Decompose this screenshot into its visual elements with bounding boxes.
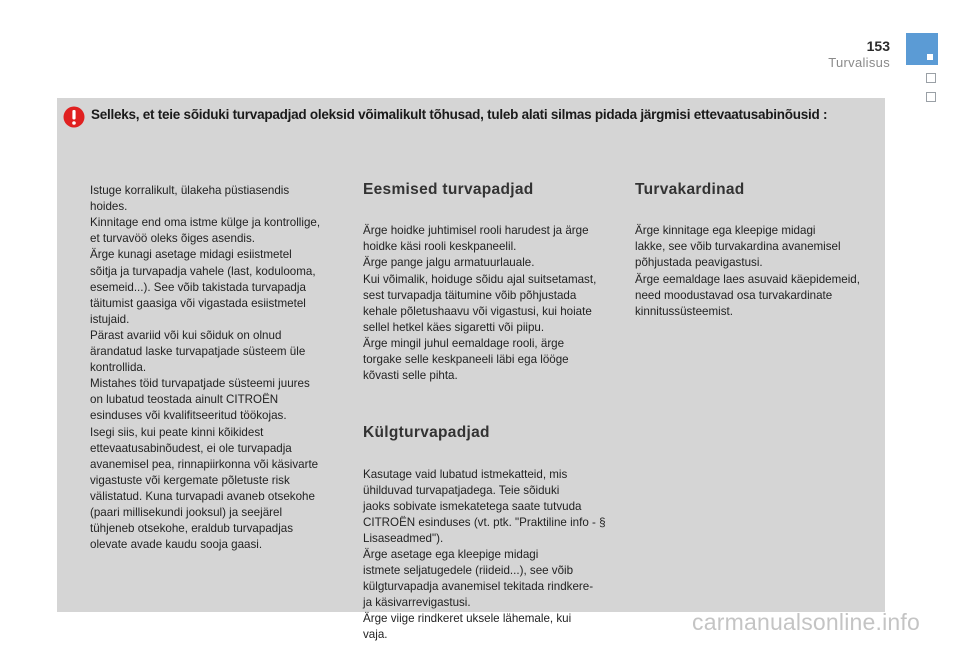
column-front-airbags [363,166,615,660]
warning-text: Selleks, et teie sõiduki turvapadjad oleksid võimalikult tõhusad, tuleb alati silmas pidada järgmisi ettevaatusabinõusid : [91,107,828,122]
heading-curtain-airbags: Turvakardinad [635,181,745,199]
watermark: carmanualsonline.info [692,609,920,635]
chapter-tab-active[interactable] [906,33,938,65]
tab-square-icon [927,54,933,60]
chapter-tab[interactable] [926,92,936,102]
column-general [90,167,342,569]
heading-side-airbags: Külgturvapadjad [363,424,490,442]
warning-row [57,98,885,134]
section-title: Turvalisus [828,55,890,70]
front-airbags-paragraph: Ärge hoidke juhtimisel rooli harudest ja ärge hoidke käsi rooli keskpaneelil. Ärge pange jalgu armatuurlauale. Kui võimalik, hoiduge sõidu ajal suitsetamast, sest turvapadja täitumine võib põhjustada kehale põletushaavu või vigastusi, kui hoiate sellel hetkel käes sigaretti või piipu. Ärge mingil juhul eemaldage rooli, ärge torgake selle keskpaneeli läbi ega lööge kõvasti selle pihta. [363,224,597,383]
general-paragraph: Istuge korralikult, ülakeha püstiasendis hoides. Kinnitage end oma istme külge ja kontrollige, et turvavöö oleks õiges asendis. Ärge kunagi asetage midagi esiistmetel sõitja ja turvapadja vahele (last, koduloomа, esemeid...). See võib takistada turvapadja täitumist gaasiga või vigastada esiistmetel istujaid. Pärast avariid või kui sõiduk on olnud ärandatud laske turvapatjade süsteem üle kontrollida. Mistahes töid turvapatjade süsteemi juures on lubatud teostada ainult CITROËN esinduses või kvalifitseeritud töökojas. Isegi siis, kui peate kinni kõikidest ettevaatusabinõudest, ei ole turvapadja avanemisel pea, rinnapiirkonna või käsivarte vigastuste või kergemate põletuste risk välistatud. Kuna turvapadi avaneb otsekohe (paari millisekundi jooksul) ja seejärel tühjeneb otsekohe, eraldub turvapadjas olevate avade kaudu sooja gaasi. [90,184,321,552]
side-airbags-paragraph: Kasutage vaid lubatud istmekatteid, mis ühilduvad turvapatjadega. Teie sõiduki jaoks sobivate ismekatetega saate tutvuda CITROËN esinduses (vt. ptk. "Praktiline info - § Lisaseadmed"). Ärge asetage ega kleepige midagi istmete seljatugedele (riideid...), see võib külgturvapadja avanemisel tekitada rindkere- ja käsivarrevigastusi. Ärge viige rindkeret uksele lähemale, kui vaja. [363,467,606,642]
heading-front-airbags: Eesmised turvapadjad [363,181,534,199]
column-curtain-airbags [635,166,885,336]
curtain-airbags-paragraph: Ärge kinnitage ega kleepige midagi lakke, see võib turvakardina avanemisel põhjustada peavigastusi. Ärge eemaldage laes asuvaid käepidemeid, need moodustavad osa turvakardinate kinnitussüsteemist. [635,224,860,318]
warning-icon [63,106,85,128]
page-number: 153 [866,38,890,54]
chapter-tab[interactable] [926,73,936,83]
